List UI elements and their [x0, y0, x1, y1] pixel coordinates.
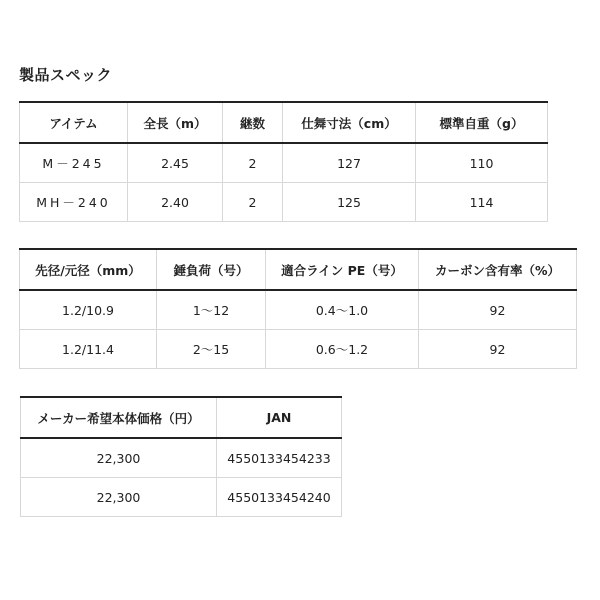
cell-closed-length: 125 — [283, 183, 416, 222]
cell-price: 22,300 — [21, 478, 217, 517]
cell-weight: 114 — [416, 183, 548, 222]
cell-item: M－245 — [20, 143, 128, 183]
cell-pieces: 2 — [223, 143, 283, 183]
table-row — [21, 478, 342, 517]
cell-sinker-load: 2～15 — [157, 330, 266, 369]
header-closed-length: 仕舞寸法（cm） — [283, 102, 416, 143]
header-pieces: 継数 — [223, 102, 283, 143]
cell-length: 2.40 — [128, 183, 223, 222]
header-carbon-content: カーボン含有率（%） — [419, 249, 577, 290]
cell-carbon-content: 92 — [419, 330, 577, 369]
cell-closed-length: 127 — [283, 143, 416, 183]
header-line-pe: 適合ライン PE（号） — [266, 249, 419, 290]
header-sinker-load: 錘負荷（号） — [157, 249, 266, 290]
table-row — [21, 438, 342, 478]
table-row — [20, 330, 577, 369]
table-row — [20, 183, 548, 222]
table-row — [20, 290, 577, 330]
cell-carbon-content: 92 — [419, 290, 577, 330]
spec-table-price — [20, 396, 342, 517]
table-header-row — [20, 249, 577, 290]
header-tip-butt-diameter: 先径/元径（mm） — [20, 249, 157, 290]
cell-jan: 4550133454240 — [217, 478, 342, 517]
header-length: 全長（m） — [128, 102, 223, 143]
header-price: メーカー希望本体価格（円） — [21, 397, 217, 438]
cell-tip-butt-diameter: 1.2/11.4 — [20, 330, 157, 369]
cell-price: 22,300 — [21, 438, 217, 478]
cell-line-pe: 0.6～1.2 — [266, 330, 419, 369]
table-row — [20, 143, 548, 183]
cell-pieces: 2 — [223, 183, 283, 222]
header-weight: 標準自重（g） — [416, 102, 548, 143]
header-jan: JAN — [217, 397, 342, 438]
cell-line-pe: 0.4～1.0 — [266, 290, 419, 330]
cell-sinker-load: 1～12 — [157, 290, 266, 330]
table-header-row — [20, 102, 548, 143]
cell-tip-butt-diameter: 1.2/10.9 — [20, 290, 157, 330]
spec-table-dimensions — [19, 101, 548, 222]
cell-weight: 110 — [416, 143, 548, 183]
spec-table-tackle — [19, 248, 577, 369]
cell-length: 2.45 — [128, 143, 223, 183]
cell-jan: 4550133454233 — [217, 438, 342, 478]
header-item: アイテム — [20, 102, 128, 143]
cell-item: MH－240 — [20, 183, 128, 222]
table-header-row — [21, 397, 342, 438]
section-title: 製品スペック — [19, 66, 113, 84]
